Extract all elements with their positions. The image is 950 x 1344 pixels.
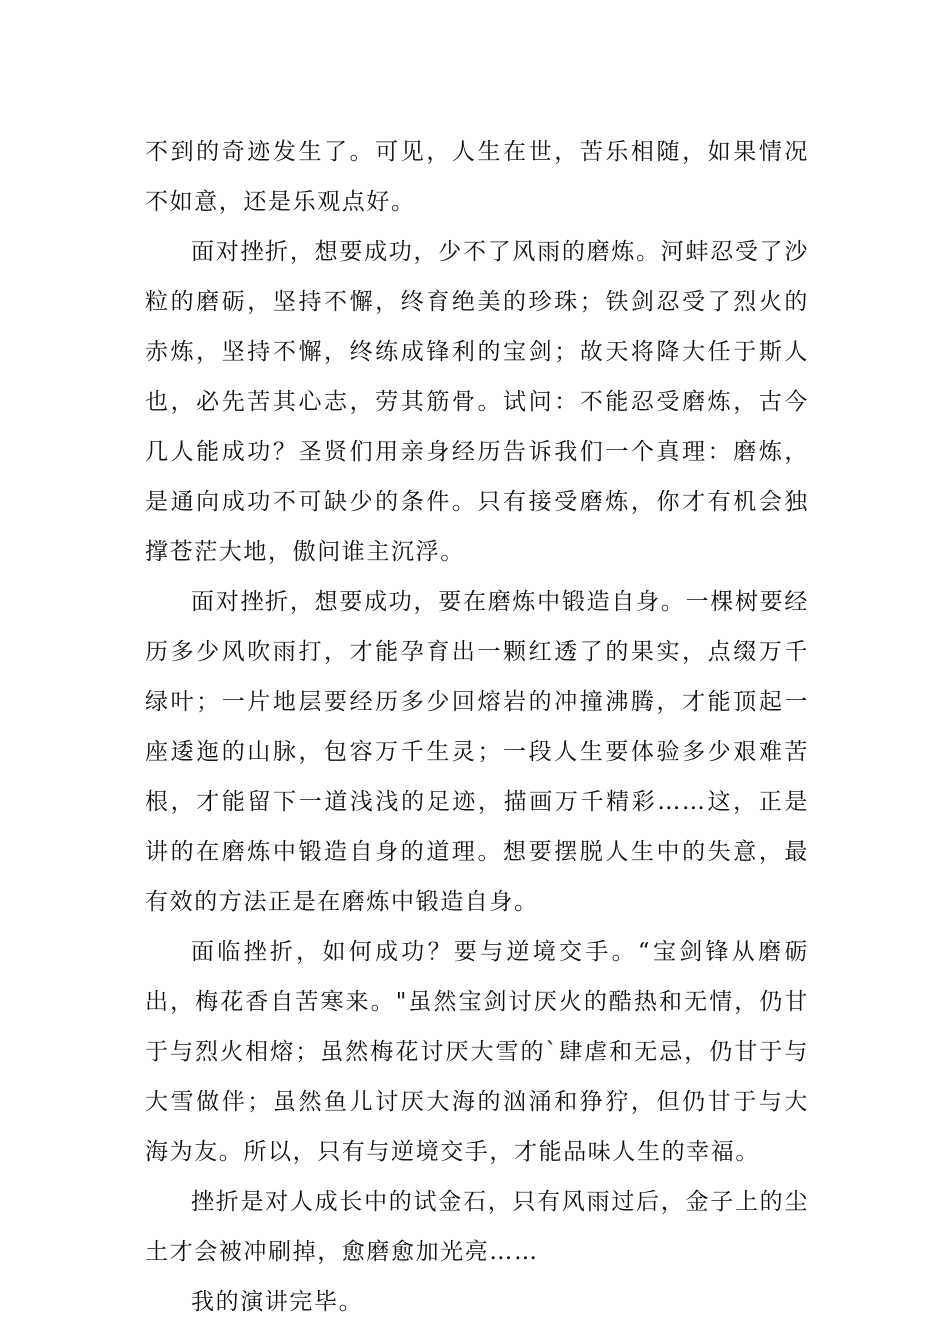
paragraph-tempering: 面对挫折，想要成功，少不了风雨的磨炼。河蚌忍受了沙粒的磨砺，坚持不懈，终育绝美的珍珠；铁剑忍受了烈火的赤炼，坚持不懈，终练成锋利的宝剑；故天将降大任于斯人也，必先苦其心志，劳其筋骨。试问：不能忍受磨炼，古今几人能成功？圣贤们用亲身经历告诉我们一个真理：磨炼，是通向成功不可缺少的条件。只有接受磨炼，你才有机会独撑苍茫大地，傲问谁主沉浮。 — [145, 239, 809, 565]
speech-text — [145, 127, 809, 1327]
paragraph-closing: 我的演讲完毕。 — [191, 1289, 364, 1315]
paragraph-adversity: 面临挫折，如何成功？要与逆境交手。“宝剑锋从磨砺出，梅花香自苦寒来。"虽然宝剑讨厌火的酷热和无情，仍甘于与烈火相熔；虽然梅花讨厌大雪的`肆虐和无忌，仍甘于与大雪做伴；虽然鱼儿讨厌大海的汹涌和狰狞，但仍甘于与大海为友。所以，只有与逆境交手，才能品味人生的幸福。 — [145, 939, 809, 1165]
paragraph-touchstone: 挫折是对人成长中的试金石，只有风雨过后，金子上的尘土才会被冲刷掉，愈磨愈加光亮…… — [145, 1189, 809, 1265]
paragraph-continuation: 不到的奇迹发生了。可见，人生在世，苦乐相随，如果情况不如意，还是乐观点好。 — [145, 139, 809, 215]
paragraph-forging-self: 面对挫折，想要成功，要在磨炼中锻造自身。一棵树要经历多少风吹雨打，才能孕育出一颗红透了的果实，点缀万千绿叶；一片地层要经历多少回熔岩的冲撞沸腾，才能顶起一座逶迤的山脉，包容万千生灵；一段人生要体验多少艰难苦根，才能留下一道浅浅的足迹，描画万千精彩……这，正是讲的在磨炼中锻造自身的道理。想要摆脱人生中的失意，最有效的方法正是在磨炼中锻造自身。 — [145, 589, 809, 915]
